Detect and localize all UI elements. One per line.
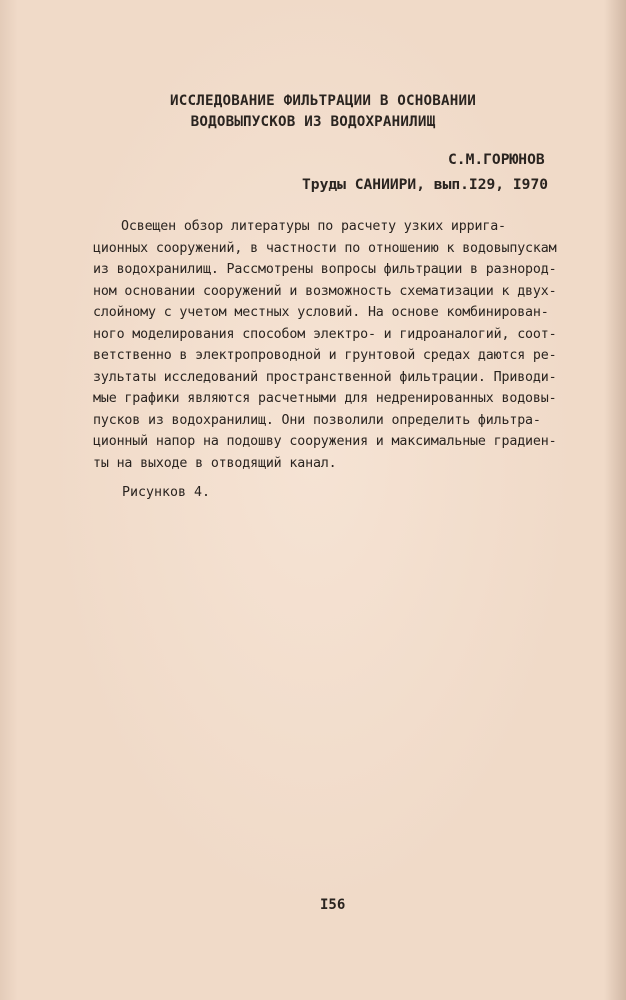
abstract-line: слойному с учетом местных условий. На основе комбинирован-	[93, 305, 549, 320]
abstract-line: ты на выходе в отводящий канал.	[93, 455, 337, 471]
author-name: С.М.ГОРЮНОВ	[448, 151, 545, 168]
abstract-line: пусков из водохранилищ. Они позволили определить фильтра-	[93, 412, 541, 428]
abstract-line: ном основании сооружений и возможность схематизации к двух-	[93, 283, 557, 299]
page-number: I56	[320, 897, 346, 913]
title-line-1: ИССЛЕДОВАНИЕ ФИЛЬТРАЦИИ В ОСНОВАНИИ	[170, 93, 476, 109]
abstract-paragraph	[93, 216, 613, 474]
figures-count: Рисунков 4.	[122, 485, 211, 500]
abstract-line: Освещен обзор литературы по расчету узких иррига-	[121, 219, 506, 234]
abstract-line: зультаты исследований пространственной фильтрации. Приводи-	[93, 369, 557, 385]
abstract-line: мые графики являются расчетными для недренированных водовы-	[93, 391, 557, 406]
abstract-line: ционный напор на подошву сооружения и максимальные градиен-	[93, 434, 557, 449]
abstract-line: ного моделирования способом электро- и гидроаналогий, соот-	[93, 326, 557, 342]
abstract-line: ционных сооружений, в частности по отношению к водовыпускам	[93, 240, 557, 256]
title-line-2: ВОДОВЫПУСКОВ ИЗ ВОДОХРАНИЛИЩ	[190, 114, 436, 130]
publication-source: Труды САНИИРИ, вып.I29, I970	[302, 176, 549, 193]
abstract-line: из водохранилищ. Рассмотрены вопросы фильтрации в разнород-	[93, 262, 557, 277]
abstract-line: ветственно в электропроводной и грунтовой средах даются ре-	[93, 348, 557, 363]
